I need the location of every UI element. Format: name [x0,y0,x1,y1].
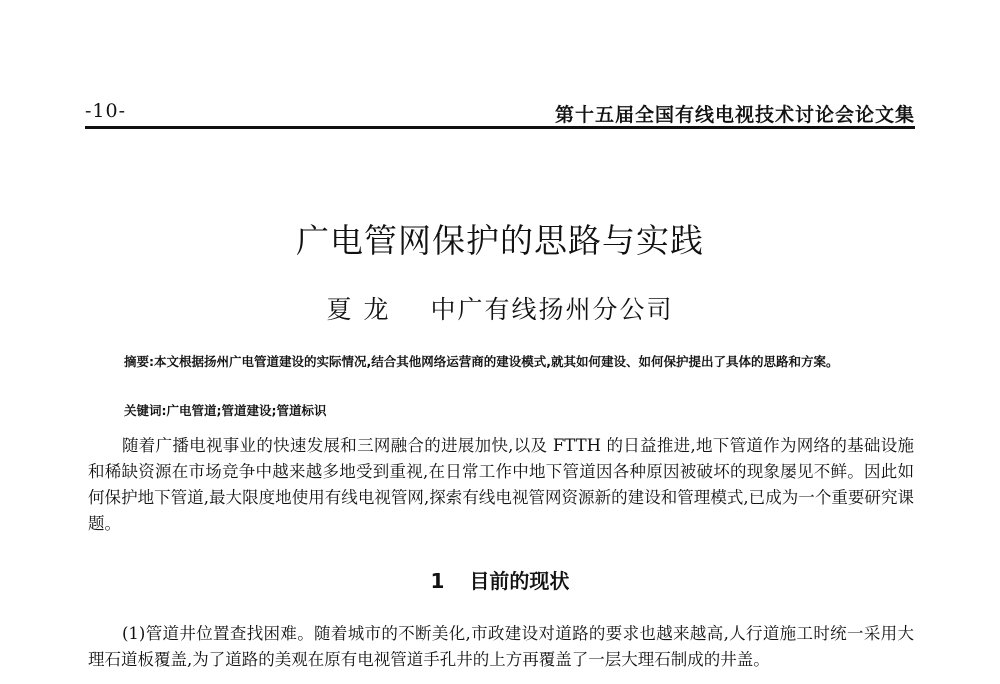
author-affiliation: 中广有线扬州分公司 [430,295,674,324]
section-paragraph: (1)管道井位置查找困难。随着城市的不断美化,市政建设对道路的要求也越来越高,人行道施工时统一采用大理石道板覆盖,为了道路的美观在原有电视管道手孔井的上方再覆盖了一层大理石制成的井盖。 [88,624,914,669]
section-title: 目前的现状 [469,569,570,593]
running-header [85,96,915,126]
keywords: 关键词:广电管道;管道建设;管道标识 [124,403,327,418]
abstract: 摘要:本文根据扬州广电管道建设的实际情况,结合其他网络运营商的建设模式,就其如何建设、如何保护提出了具体的思路和方案。 [124,354,839,369]
intro-paragraph: 随着广播电视事业的快速发展和三网融合的进展加快,以及 FTTH 的日益推进,地下管道作为网络的基础设施和稀缺资源在市场竞争中越来越多地受到重视,在日常工作中地下管道因各种原因被破坏的现象屡见不鲜。因此如何保护地下管道,最大限度地使用有线电视管网,探索有线电视管网资源新的建设和管理模式,已成为一个重要研究课题。 [88,436,914,533]
section-number: 1 [430,569,445,593]
header-rule [85,126,915,129]
author-line [0,290,1000,326]
author-name: 夏 龙 [326,295,391,324]
page-number: -10- [85,100,127,122]
section-heading [0,565,1000,594]
journal-title: 第十五届全国有线电视技术讨论会论文集 [554,104,915,126]
paper-title: 广电管网保护的思路与实践 [296,221,704,260]
